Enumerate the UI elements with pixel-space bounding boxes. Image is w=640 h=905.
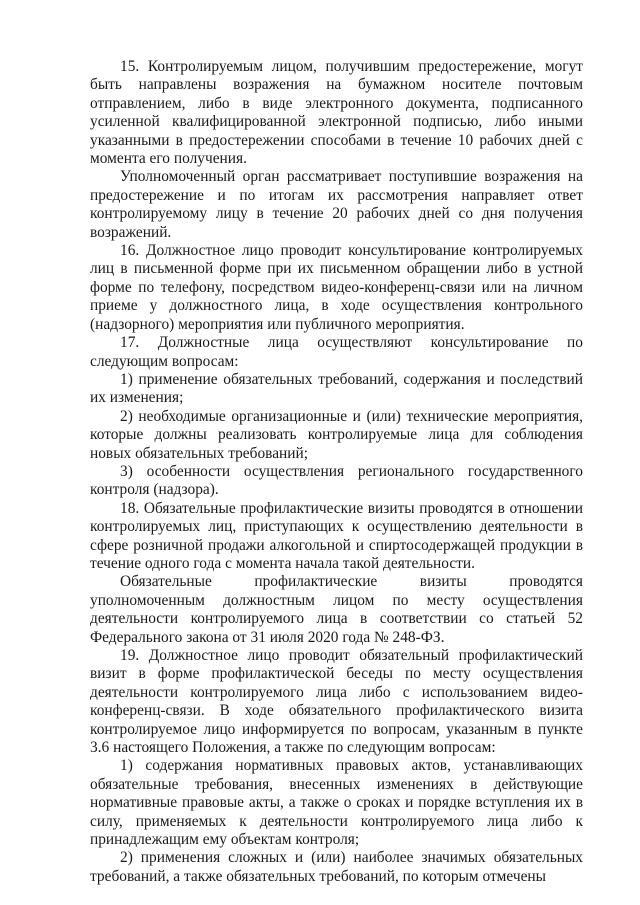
paragraph-17-item-2: 2) необходимые организационные и (или) технические мероприятия, которые должны реализовать контролируемые лица для соблюдения новых обязательных требований; bbox=[90, 407, 583, 462]
paragraph-19: 19. Должностное лицо проводит обязательный профилактический визит в форме профилактической беседы по месту осуществления деятельности контролируемого лица либо с использованием видео-конференц-связи. В ходе обязательного профилактического визита контролируемое лицо информируется по вопросам, указанным в пункте 3.6 настоящего Положения, а также по следующим вопросам: bbox=[90, 647, 583, 757]
paragraph-17: 17. Должностные лица осуществляют консультирование по следующим вопросам: bbox=[90, 334, 583, 370]
paragraph-15: 15. Контролируемым лицом, получившим предостережение, могут быть направлены возражения на бумажном носителе почтовым отправлением, либо в виде электронного документа, подписанного усиленной квалифицированной электронной подписью, либо иными указанными в предостережении способами в течение 10 рабочих дней с момента его получения. bbox=[90, 58, 583, 168]
paragraph-16: 16. Должностное лицо проводит консультирование контролируемых лиц в письменной форме при их письменном обращении либо в устной форме по телефону, посредством видео-конференц-связи или на личном приеме у должностного лица, в ходе осуществления контрольного (надзорного) мероприятия или публичного мероприятия. bbox=[90, 242, 583, 333]
paragraph-18: 18. Обязательные профилактические визиты проводятся в отношении контролируемых лиц, приступающих к осуществлению деятельности в сфере розничной продажи алкогольной и спиртосодержащей продукции в течение одного года с момента начала такой деятельности. bbox=[90, 499, 583, 572]
paragraph-19-item-2: 2) применения сложных и (или) наиболее значимых обязательных требований, а также обязательных требований, по которым отмечены bbox=[90, 849, 583, 885]
paragraph-17-item-1: 1) применение обязательных требований, содержания и последствий их изменения; bbox=[90, 370, 583, 407]
paragraph-19-item-1: 1) содержания нормативных правовых актов, устанавливающих обязательные требования, внесенных изменениях в действующие нормативные правовые акты, а также о сроках и порядке вступления их в силу, применяемых к деятельности контролируемого лица либо к принадлежащим ему объектам контроля; bbox=[90, 757, 583, 849]
paragraph-15-response: Уполномоченный орган рассматривает поступившие возражения на предостережение и по итогам их рассмотрения направляет ответ контролируемому лицу в течение 20 рабочих дней со дня получения возражений. bbox=[90, 168, 583, 241]
paragraph-18-visits: Обязательные профилактические визиты проводятся уполномоченным должностным лицом по месту осуществления деятельности контролируемого лица в соответствии со статьей 52 Федерального закона от 31 июля 2020 года № 248-ФЗ. bbox=[90, 573, 583, 646]
paragraph-17-item-3: 3) особенности осуществления регионального государственного контроля (надзора). bbox=[90, 462, 583, 499]
